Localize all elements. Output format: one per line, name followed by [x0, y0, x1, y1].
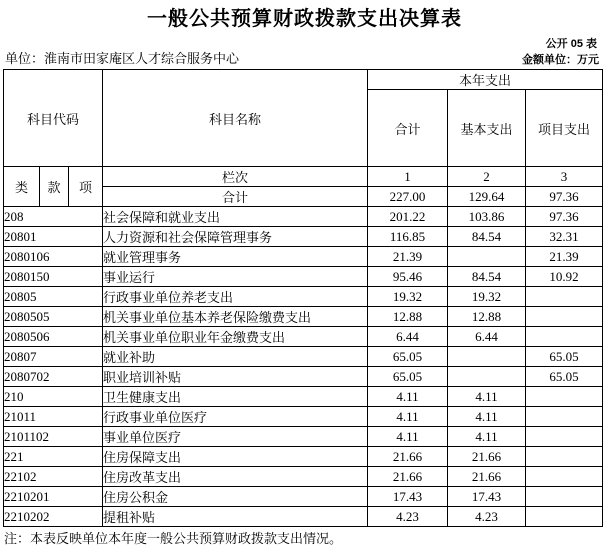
subject-code-cell: 20807 [4, 347, 103, 367]
reporting-unit-label: 单位：淮南市田家庵区人才综合服务中心 [5, 51, 240, 66]
project-value-cell [526, 447, 603, 467]
total-value-cell: 19.32 [368, 287, 448, 307]
table-row [4, 367, 603, 387]
grand-total-value: 227.00 [368, 187, 448, 207]
table-row [4, 467, 603, 487]
grand-total-label: 合计 [103, 187, 368, 207]
total-value-cell: 4.11 [368, 427, 448, 447]
subject-name-cell: 卫生健康支出 [103, 387, 368, 407]
subject-code-cell: 2080106 [4, 247, 103, 267]
total-col-header: 合计 [368, 90, 448, 167]
header-row-1 [4, 70, 603, 90]
table-row [4, 447, 603, 467]
subject-name-cell: 住房保障支出 [103, 447, 368, 467]
basic-value-cell: 19.32 [448, 287, 526, 307]
table-row [4, 287, 603, 307]
table-row [4, 247, 603, 267]
table-row [4, 427, 603, 447]
table-row [4, 487, 603, 507]
table-row [4, 507, 603, 527]
subject-code-cell: 2080702 [4, 367, 103, 387]
table-row [4, 227, 603, 247]
project-expenditure-col-header: 项目支出 [526, 90, 603, 167]
grand-total-basic-value: 129.64 [448, 187, 526, 207]
subject-code-cell: 21011 [4, 407, 103, 427]
column-index-label: 栏次 [103, 167, 368, 187]
subject-name-cell: 就业补助 [103, 347, 368, 367]
subject-name-cell: 事业单位医疗 [103, 427, 368, 447]
subject-code-cell: 2080150 [4, 267, 103, 287]
subject-name-cell: 提租补贴 [103, 507, 368, 527]
project-value-cell [526, 507, 603, 527]
project-value-cell [526, 407, 603, 427]
total-value-cell: 95.46 [368, 267, 448, 287]
basic-value-cell: 4.23 [448, 507, 526, 527]
footnote: 注：本表反映单位本年度一般公共预算财政拨款支出情况。 [4, 531, 343, 546]
subject-code-cell: 221 [4, 447, 103, 467]
grand-total-project-value: 97.36 [526, 187, 603, 207]
basic-value-cell [448, 347, 526, 367]
item-col-header: 项 [69, 167, 103, 207]
subject-name-cell: 事业运行 [103, 267, 368, 287]
basic-value-cell: 17.43 [448, 487, 526, 507]
total-value-cell: 12.88 [368, 307, 448, 327]
current-year-expenditure-header: 本年支出 [368, 70, 603, 90]
table-row [4, 327, 603, 347]
expenditure-table [3, 69, 603, 527]
total-value-cell: 4.11 [368, 407, 448, 427]
basic-value-cell: 4.11 [448, 427, 526, 447]
column-index-row [4, 167, 603, 187]
basic-value-cell: 84.54 [448, 227, 526, 247]
basic-value-cell [448, 247, 526, 267]
project-value-cell: 10.92 [526, 267, 603, 287]
basic-value-cell: 21.66 [448, 467, 526, 487]
subject-code-cell: 2080506 [4, 327, 103, 347]
subject-name-cell: 就业管理事务 [103, 247, 368, 267]
project-value-cell [526, 427, 603, 447]
project-value-cell: 21.39 [526, 247, 603, 267]
subject-name-cell: 行政事业单位养老支出 [103, 287, 368, 307]
subject-code-cell: 210 [4, 387, 103, 407]
total-value-cell: 4.11 [368, 387, 448, 407]
subject-name-cell: 人力资源和社会保障管理事务 [103, 227, 368, 247]
subject-code-header: 科目代码 [4, 70, 103, 167]
subject-code-cell: 22102 [4, 467, 103, 487]
col-num-1: 1 [368, 167, 448, 187]
basic-expenditure-col-header: 基本支出 [448, 90, 526, 167]
project-value-cell [526, 287, 603, 307]
table-row [4, 307, 603, 327]
subject-code-cell: 208 [4, 207, 103, 227]
basic-value-cell [448, 367, 526, 387]
total-value-cell: 21.39 [368, 247, 448, 267]
subject-name-cell: 行政事业单位医疗 [103, 407, 368, 427]
subject-code-cell: 2101102 [4, 427, 103, 447]
total-value-cell: 21.66 [368, 467, 448, 487]
table-row [4, 347, 603, 367]
project-value-cell: 32.31 [526, 227, 603, 247]
subject-name-cell: 社会保障和就业支出 [103, 207, 368, 227]
subject-code-cell: 2210202 [4, 507, 103, 527]
page-title: 一般公共预算财政拨款支出决算表 [147, 8, 462, 30]
subject-code-cell: 2210201 [4, 487, 103, 507]
subject-name-cell: 住房改革支出 [103, 467, 368, 487]
project-value-cell: 65.05 [526, 347, 603, 367]
basic-value-cell: 4.11 [448, 387, 526, 407]
subject-name-cell: 职业培训补贴 [103, 367, 368, 387]
basic-value-cell: 12.88 [448, 307, 526, 327]
total-value-cell: 4.23 [368, 507, 448, 527]
public-table-number: 公开 05 表 [545, 38, 597, 50]
subject-code-cell: 20805 [4, 287, 103, 307]
total-value-cell: 116.85 [368, 227, 448, 247]
total-value-cell: 21.66 [368, 447, 448, 467]
table-row [4, 207, 603, 227]
table-row [4, 267, 603, 287]
basic-value-cell: 84.54 [448, 267, 526, 287]
project-value-cell [526, 487, 603, 507]
amount-unit-label: 金额单位：万元 [522, 54, 599, 66]
table-body [4, 207, 603, 527]
project-value-cell [526, 307, 603, 327]
total-value-cell: 6.44 [368, 327, 448, 347]
category-col-header: 类 [4, 167, 40, 207]
project-value-cell [526, 387, 603, 407]
table-row [4, 387, 603, 407]
subject-name-cell: 机关事业单位基本养老保险缴费支出 [103, 307, 368, 327]
total-value-cell: 17.43 [368, 487, 448, 507]
project-value-cell: 65.05 [526, 367, 603, 387]
project-value-cell: 97.36 [526, 207, 603, 227]
basic-value-cell: 4.11 [448, 407, 526, 427]
subject-name-cell: 机关事业单位职业年金缴费支出 [103, 327, 368, 347]
col-num-3: 3 [526, 167, 603, 187]
basic-value-cell: 21.66 [448, 447, 526, 467]
subject-code-cell: 20801 [4, 227, 103, 247]
table-row [4, 407, 603, 427]
subject-name-header: 科目名称 [103, 70, 368, 167]
meta-row [0, 51, 609, 69]
section-col-header: 款 [40, 167, 69, 207]
total-value-cell: 201.22 [368, 207, 448, 227]
basic-value-cell: 103.86 [448, 207, 526, 227]
project-value-cell [526, 327, 603, 347]
subject-code-cell: 2080505 [4, 307, 103, 327]
project-value-cell [526, 467, 603, 487]
subject-name-cell: 住房公积金 [103, 487, 368, 507]
basic-value-cell: 6.44 [448, 327, 526, 347]
total-value-cell: 65.05 [368, 367, 448, 387]
col-num-2: 2 [448, 167, 526, 187]
total-value-cell: 65.05 [368, 347, 448, 367]
